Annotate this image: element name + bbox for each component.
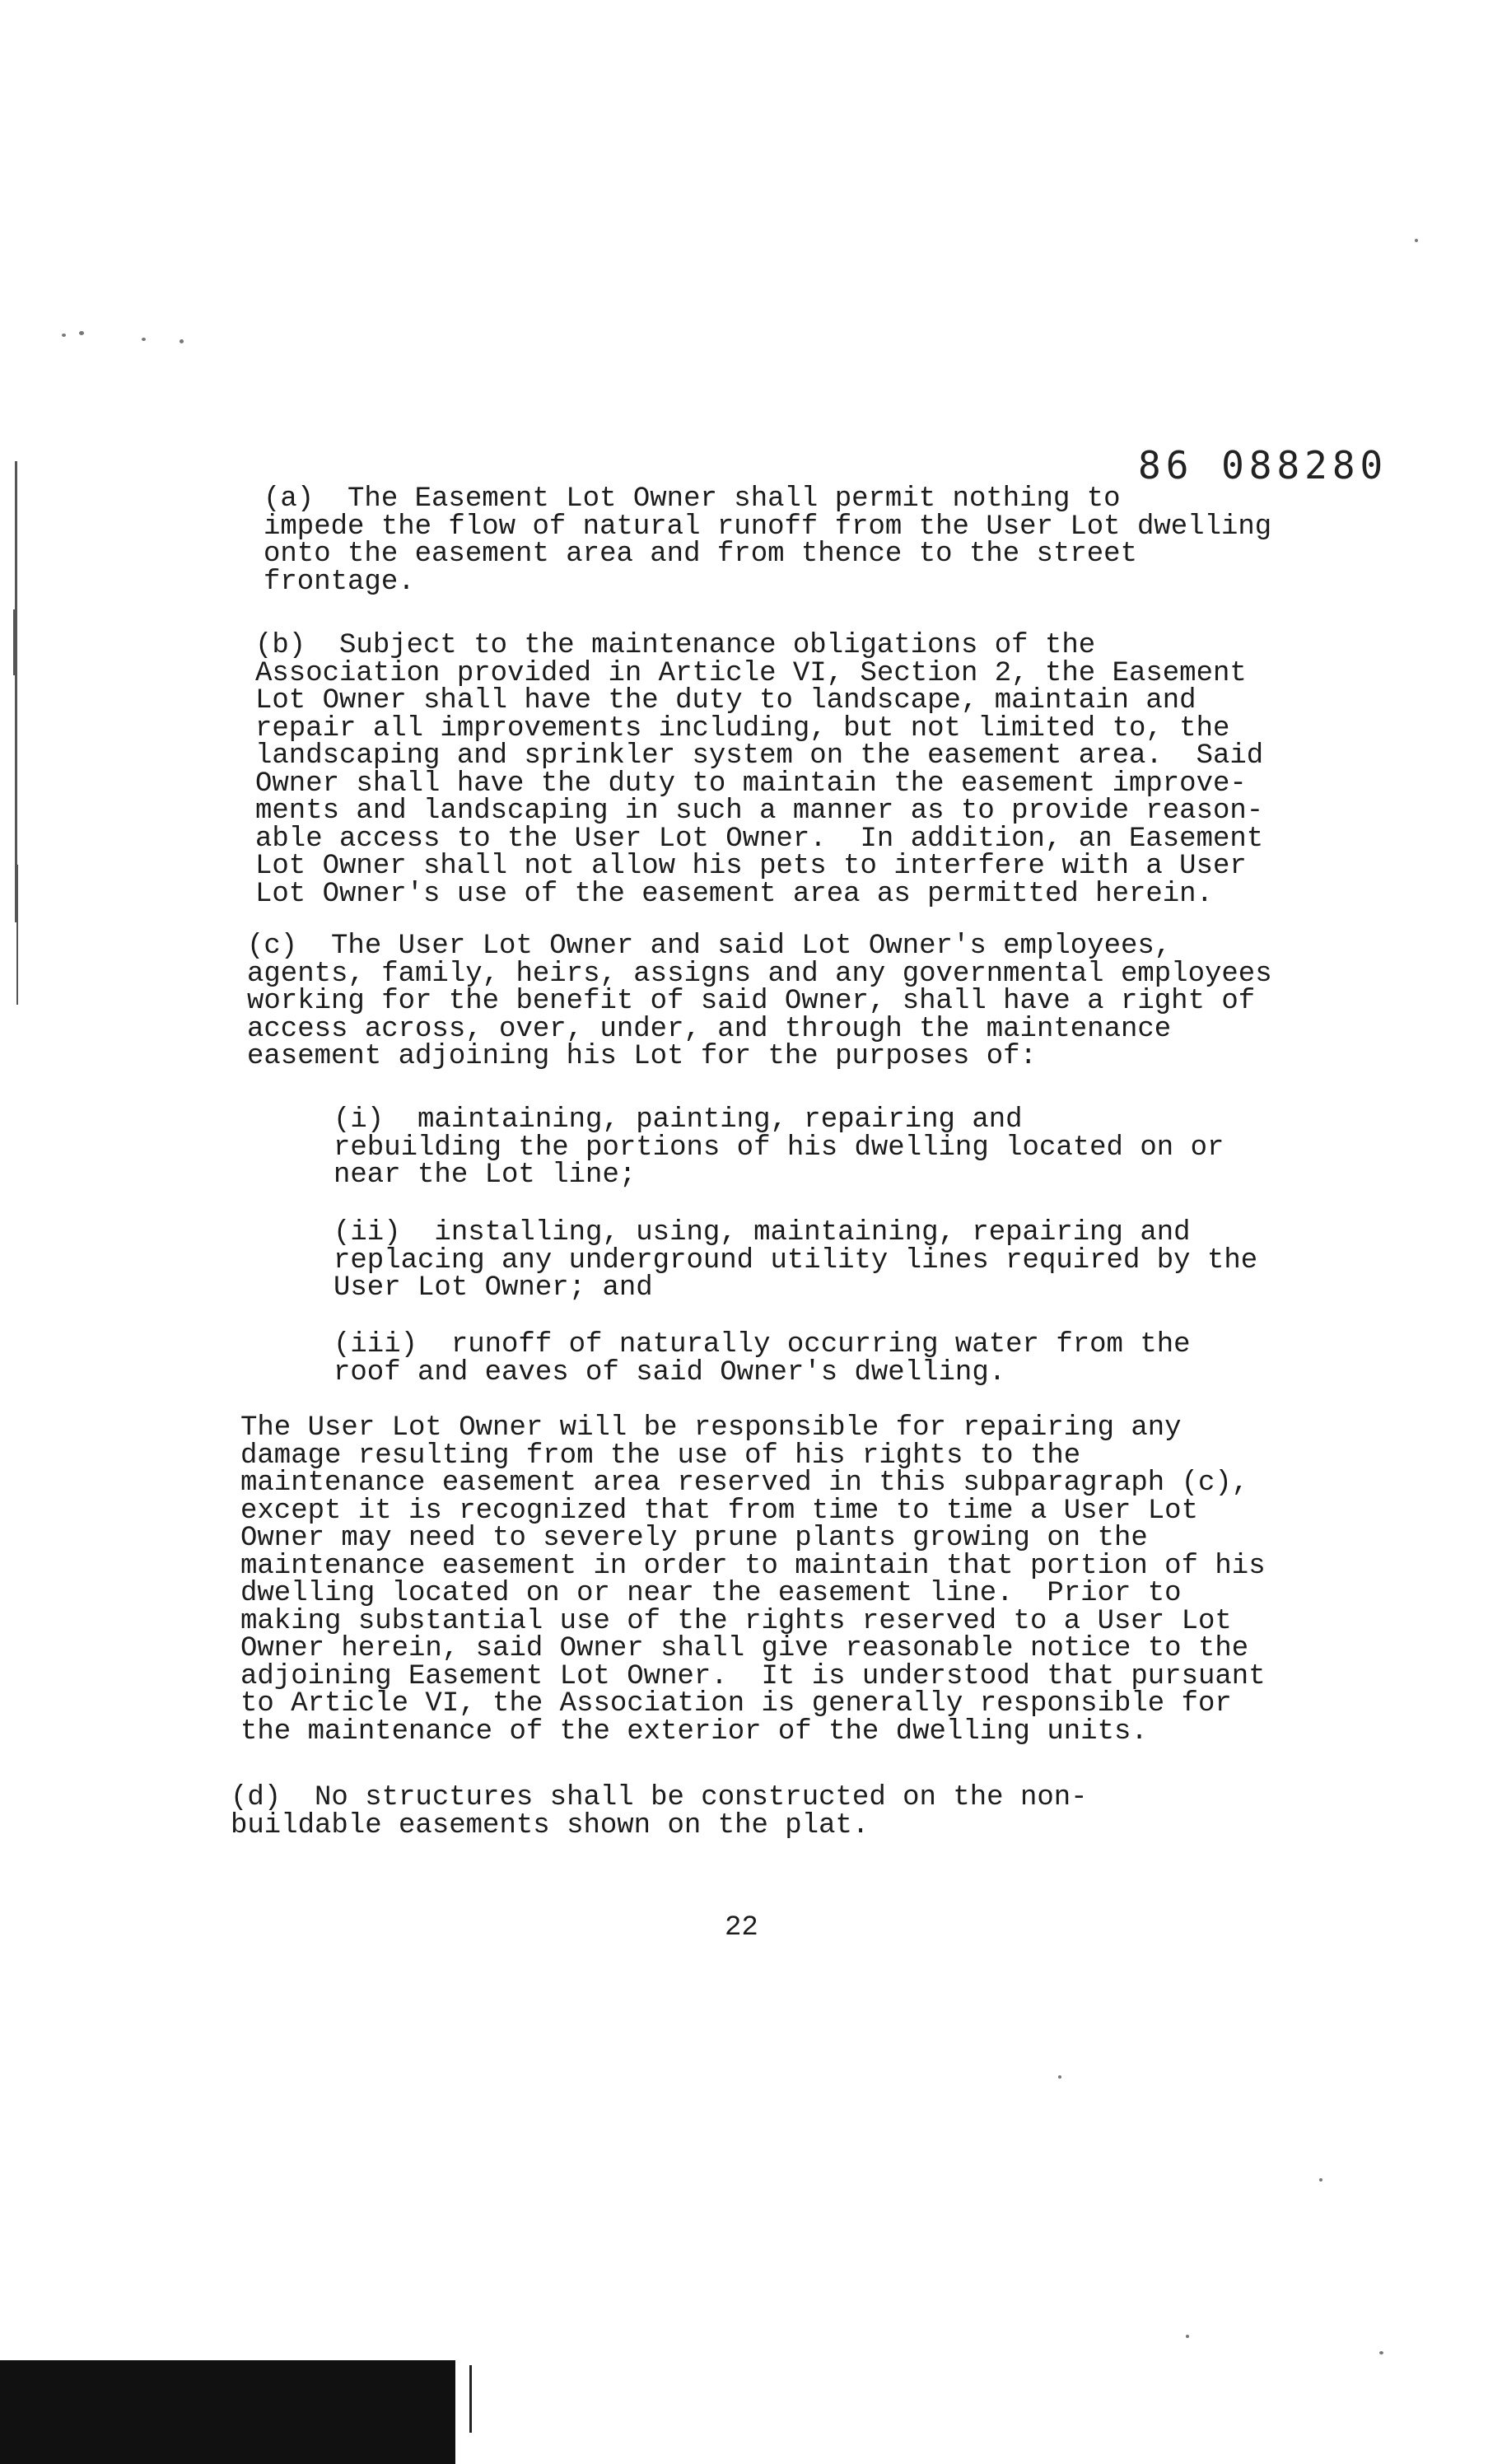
paragraph-c: (c) The User Lot Owner and said Lot Owner's employees, agents, family, heirs, assigns and any governmental employees working for the benefit of said Owner, shall have a right of access across, over, under, and through the maintenance easement adjoining his Lot for the purposes of:: [247, 931, 1272, 1072]
page-number: 22: [725, 1912, 758, 1944]
scan-margin-line: [15, 461, 17, 922]
scan-speck: [62, 334, 66, 337]
list-item-iii: (iii) runoff of naturally occurring water from the roof and eaves of said Owner's dwelling.: [334, 1329, 1191, 1388]
scan-speck: [1319, 2178, 1322, 2182]
scan-speck: [79, 331, 84, 335]
paragraph-b: (b) Subject to the maintenance obligations of the Association provided in Article VI, Section 2, the Easement Lot Owner shall have the duty to landscape, maintain and repair all improvements including, but not limited to, the landscaping and sprinkler system on the easement area. Said Owner shall have the duty to maintain the easement improve- ments and landscaping in such a manner as to provide reason- able access to the User Lot Owner. In addition, an Easement Lot Owner shall not allow his pets to interfere with a User Lot Owner's use of the easement area as permitted herein.: [255, 630, 1264, 910]
paragraph-a: (a) The Easement Lot Owner shall permit nothing to impede the flow of natural runoff from the User Lot dwelling onto the easement area and from thence to the street frontage.: [264, 483, 1272, 598]
paragraph-user-responsibility: The User Lot Owner will be responsible for repairing any damage resulting from the use of his rights to the maintenance easement area reserved in this subparagraph (c), except it is recognized that from time to time a User Lot Owner may need to severely prune plants growing on the maintenance easement in order to maintain that portion of his dwelling located on or near the easement line. Prior to making substantial use of the rights reserved to a User Lot Owner herein, said Owner shall give reasonable notice to the adjoining Easement Lot Owner. It is understood that pursuant to Article VI, the Association is generally responsible for the maintenance of the exterior of the dwelling units.: [240, 1412, 1266, 1748]
scan-thin-bar: [469, 2365, 472, 2433]
scan-black-bar: [0, 2360, 455, 2464]
document-number: 86 088280: [1138, 443, 1388, 488]
scan-speck: [1415, 239, 1418, 242]
list-item-ii: (ii) installing, using, maintaining, repairing and replacing any underground utility lines required by the User Lot Owner; and: [334, 1217, 1258, 1304]
scan-speck: [1186, 2335, 1189, 2338]
scan-margin-line: [13, 609, 16, 675]
scan-speck: [142, 338, 146, 341]
scan-speck: [1379, 2351, 1383, 2354]
scan-margin-line: [16, 865, 18, 1005]
paragraph-d: (d) No structures shall be constructed on the non- buildable easements shown on the plat.: [231, 1782, 1088, 1841]
scan-speck: [180, 339, 184, 343]
scan-speck: [1058, 2075, 1061, 2079]
list-item-i: (i) maintaining, painting, repairing and rebuilding the portions of his dwelling located on or near the Lot line;: [334, 1104, 1224, 1191]
